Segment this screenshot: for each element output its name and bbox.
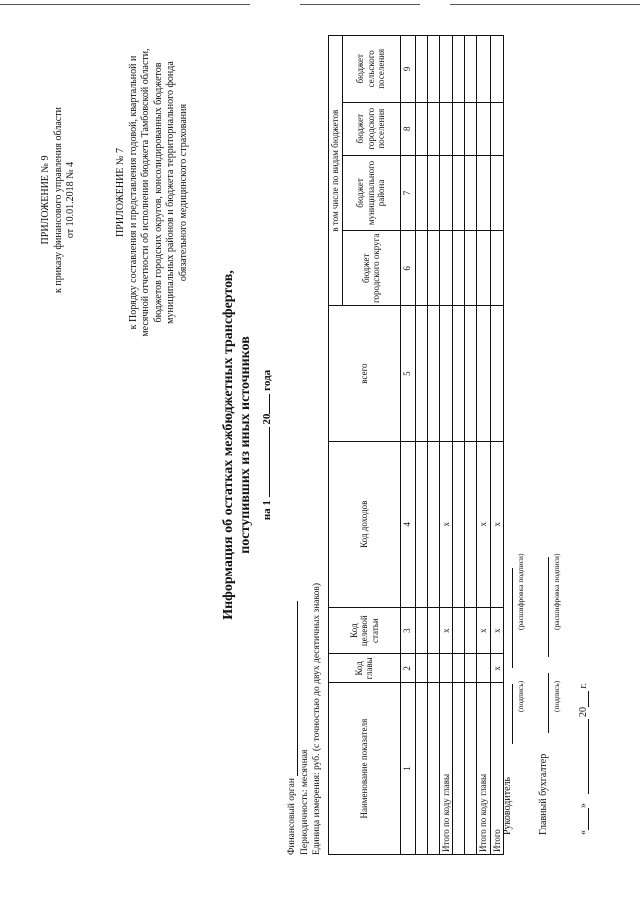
col-settlement-rural-header: бюджет сельского поселения [342,36,400,103]
income-cell: x [490,441,504,607]
col-name-header: Наименование показателя [329,683,401,855]
head-name-field[interactable] [503,568,513,668]
table-row [477,36,491,855]
row-label: Итого по коду главы [439,683,453,855]
value-cell[interactable] [465,36,477,103]
appendix-text: к Порядку составления и представления годовой, квартальной и месячной отчетности об исполнении бюджета Тамбовской области, бюджетов городских округов, консолидированных бюджетов муниципальных районов и бюджета территориального фонда обязательного медицинского страхования [127,48,189,337]
approval-line: от 10.01.2018 № 4 [65,161,76,239]
sign-hint: (подпись) [516,680,525,712]
table-row [465,36,477,855]
row-label: Итого по коду главы [477,683,491,855]
title-line-1: Информация об остатках межбюджетных трансфертов, [221,270,236,620]
target-cell [465,607,477,654]
col-settlement-city-header: бюджет городского поселения [342,102,400,155]
value-cell[interactable] [415,231,427,306]
income-cell [415,441,427,607]
row-label [415,683,427,855]
scan-top-edge [0,4,640,10]
title-line-2: поступивших из иных источников [238,336,253,554]
unit-of-measure: Единица измерения: руб. (с точностью до двух десятичных знаков) [312,582,322,855]
value-cell[interactable] [465,231,477,306]
value-cell[interactable] [490,36,504,103]
chapter-cell [439,654,453,683]
chapter-cell [427,654,439,683]
head-signature: Руководитель [502,568,513,835]
table-row [427,36,439,855]
chapter-cell: x [490,654,504,683]
row-label [453,683,465,855]
periodicity: Периодичность: месячная [300,749,310,855]
month-blank[interactable] [259,427,270,497]
table-row [453,36,465,855]
value-cell[interactable] [477,36,491,103]
table-row [439,36,453,855]
report-date: на 1 20 года [261,369,273,521]
income-cell [453,441,465,607]
chapter-cell [477,654,491,683]
col-municipal-header: бюджет муниципального района [342,155,400,230]
value-cell[interactable] [439,306,453,441]
value-cell[interactable] [490,155,504,230]
row-label: Итого [490,683,504,855]
target-cell [415,607,427,654]
income-cell: x [477,441,491,607]
value-cell[interactable] [453,155,465,230]
column-number-row: 1 2 3 4 5 6 7 8 9 [400,36,415,855]
col-city-header: бюджет городского округа [342,231,400,306]
accountant-name-field[interactable] [539,557,549,657]
income-cell [465,441,477,607]
value-cell[interactable] [477,231,491,306]
value-cell[interactable] [427,36,439,103]
value-cell[interactable] [415,36,427,103]
value-cell[interactable] [453,306,465,441]
target-cell: x [477,607,491,654]
col-total-header: всего [329,306,401,441]
sign-hint: (подпись) [552,680,561,712]
value-cell[interactable] [465,306,477,441]
year-field[interactable] [579,691,589,707]
head-sign-field[interactable] [503,684,513,744]
transfers-table [328,35,504,855]
value-cell[interactable] [465,155,477,230]
value-cell[interactable] [490,102,504,155]
target-cell [427,607,439,654]
income-cell [427,441,439,607]
accountant-sign-field[interactable] [539,673,549,733]
value-cell[interactable] [453,231,465,306]
year-blank[interactable] [259,394,270,414]
chapter-cell [415,654,427,683]
value-cell[interactable] [490,231,504,306]
approval-block [40,35,78,365]
decode-hint: (расшифровка подписи) [516,553,525,630]
form-title [220,165,254,725]
target-cell [453,607,465,654]
value-cell[interactable] [415,306,427,441]
fin-organ-field[interactable] [289,601,298,776]
target-cell: x [490,607,504,654]
value-cell[interactable] [439,155,453,230]
approval-line: ПРИЛОЖЕНИЕ № 9 [40,155,51,245]
month-field[interactable] [579,720,589,795]
accountant-signature: Главный бухгалтер [538,557,549,835]
value-cell[interactable] [477,306,491,441]
fin-organ-line: Финансовый орган [287,601,298,855]
value-cell[interactable] [453,36,465,103]
chapter-cell [465,654,477,683]
col-incl-header: в том числе по видам бюджетов [329,36,343,306]
value-cell[interactable] [427,102,439,155]
appendix-header: ПРИЛОЖЕНИЕ № 7 [115,148,126,237]
approval-line: к приказу финансового управления области [52,107,64,293]
day-field[interactable] [579,808,589,830]
table-row [415,36,427,855]
value-cell[interactable] [427,306,439,441]
value-cell[interactable] [453,102,465,155]
value-cell[interactable] [439,102,453,155]
col-target-header: Код целевой статьи [329,607,401,654]
value-cell[interactable] [465,102,477,155]
value-cell[interactable] [439,231,453,306]
value-cell[interactable] [427,231,439,306]
signature-date: «» 20 г. [578,683,589,835]
value-cell[interactable] [439,36,453,103]
chapter-cell [453,654,465,683]
col-income-header: Код доходов [329,441,401,607]
decode-hint: (расшифровка подписи) [552,553,561,630]
row-label [427,683,439,855]
target-cell: x [439,607,453,654]
value-cell[interactable] [477,102,491,155]
income-cell: x [439,441,453,607]
appendix-block [115,40,190,345]
value-cell[interactable] [490,306,504,441]
value-cell[interactable] [415,155,427,230]
value-cell[interactable] [477,155,491,230]
rotated-form-sheet [20,25,620,865]
value-cell[interactable] [427,155,439,230]
value-cell[interactable] [415,102,427,155]
row-label [465,683,477,855]
col-chapter-header: Код главы [329,654,401,683]
